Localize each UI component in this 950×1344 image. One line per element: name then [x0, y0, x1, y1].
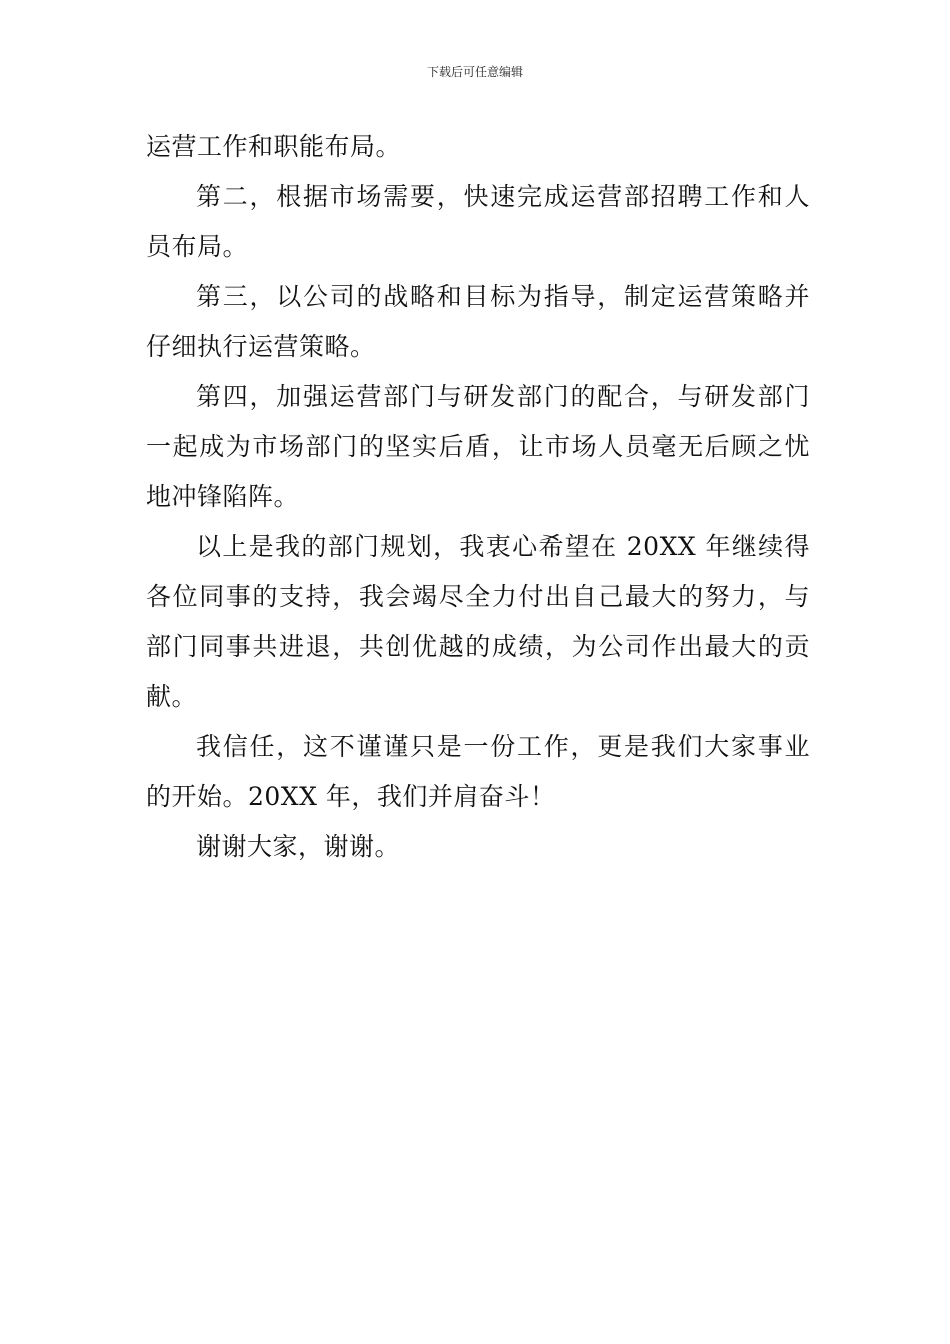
paragraph-start-line: 第四，加强运营部门与研发部门的配合，与研发部门: [196, 382, 810, 411]
paragraph-start-line: 第三，以公司的战略和目标为指导，制定运营策略并: [196, 282, 810, 311]
paragraph-start-line: 我信任，这不谨谨只是一份工作，更是我们大家事业: [196, 732, 810, 761]
paragraph-start-line: 以上是我的部门规划，我衷心希望在 20XX 年继续得: [196, 532, 810, 561]
text-line: 一起成为市场部门的坚实后盾，让市场人员毫无后顾之忧: [146, 432, 810, 461]
page-header: 下载后可任意编辑: [426, 65, 523, 79]
text-line: 的开始。20XX 年，我们并肩奋斗！: [146, 782, 556, 811]
text-line: 仔细执行运营策略。: [146, 332, 376, 361]
text-line: 员布局。: [146, 232, 249, 261]
text-line: 地冲锋陷阵。: [146, 482, 300, 511]
text-line: 各位同事的支持，我会竭尽全力付出自己最大的努力，与: [146, 582, 810, 611]
text-line: 献。: [146, 682, 198, 711]
document-body: [146, 122, 810, 872]
text-line: 部门同事共进退，共创优越的成绩，为公司作出最大的贡: [146, 632, 810, 661]
paragraph-start-line: 第二，根据市场需要，快速完成运营部招聘工作和人: [196, 182, 810, 211]
text-line: 运营工作和职能布局。: [146, 132, 402, 161]
paragraph-start-line: 谢谢大家，谢谢。: [196, 832, 401, 861]
